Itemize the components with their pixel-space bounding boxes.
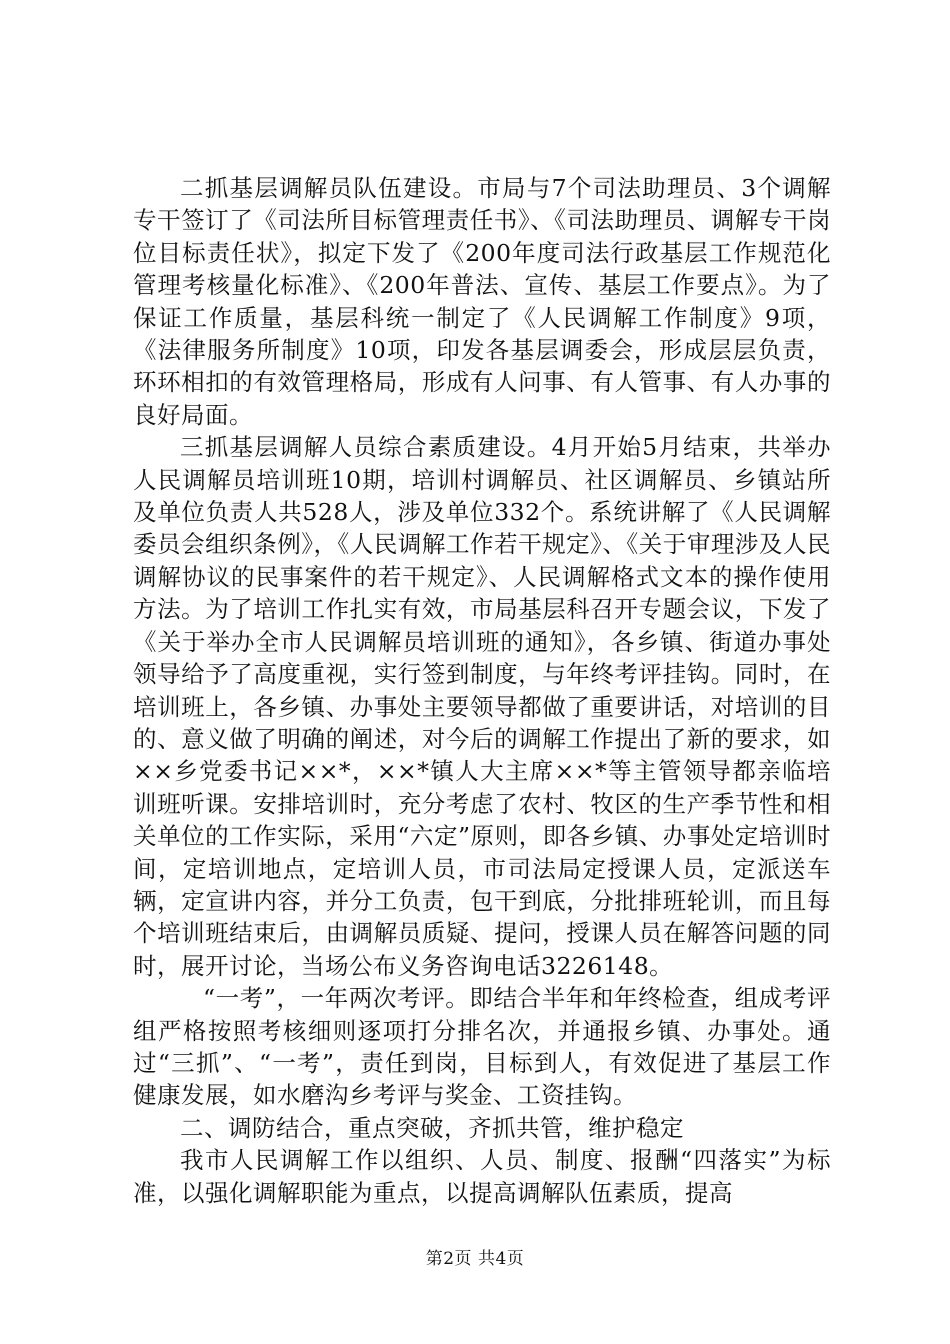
page-number-footer: 第2页 共4页 (425, 1249, 525, 1269)
paragraph-mediator-quality-training: 三抓基层调解人员综合素质建设。4月开始5月结束，共举办人民调解员培训班10期，培训村调解员、社区调解员、乡镇站所及单位负责人共528人，涉及单位332个。系统讲解了《人民调解委员会组织条例》，《人民调解工作若干规定》、《关于审理涉及人民调解协议的民事案件的若干规定》、人民调解格式文本的操作使用方法。为了培训工作扎实有效，市局基层科召开专题会议，下发了《关于举办全市人民调解员培训班的通知》，各乡镇、街道办事处领导给予了高度重视，实行签到制度，与年终考评挂钩。同时，在培训班上，各乡镇、办事处主要领导都做了重要讲话，对培训的目的、意义做了明确的阐述，对今后的调解工作提出了新的要求，如××乡党委书记××*，××*镇人大主席××*等主管领导都亲临培训班听课。安排培训时，充分考虑了农村、牧区的生产季节性和相关单位的工作实际，采用“六定”原则，即各乡镇、办事处定培训时间，定培训地点，定培训人员，市司法局定授课人员，定派送车辆，定宣讲内容，并分工负责，包干到底，分批排班轮训，而且每个培训班结束后，由调解员质疑、提问，授课人员在解答问题的同时，展开讨论，当场公布义务咨询电话3226148。 (133, 433, 831, 980)
section-heading-prevention-mediation: 二、调防结合，重点突破，齐抓共管，维护稳定 (180, 1113, 684, 1142)
paragraph-grassroots-mediator-team: 二抓基层调解员队伍建设。市局与7个司法助理员、3个调解专干签订了《司法所目标管理责任书》、《司法助理员、调解专干岗位目标责任状》，拟定下发了《200年度司法行政基层工作规范化管理考核量化标准》、《200年普法、宣传、基层工作要点》。为了保证工作质量，基层科统一制定了《人民调解工作制度》9项，《法律服务所制度》10项，印发各基层调委会，形成层层负责，环环相扣的有效管理格局，形成有人问事、有人管事、有人办事的良好局面。 (133, 174, 831, 429)
paragraph-four-implementations: 我市人民调解工作以组织、人员、制度、报酬“四落实”为标准，以强化调解职能为重点，以提高调解队伍素质，提高 (133, 1146, 831, 1207)
paragraph-one-assessment: “一考”，一年两次考评。即结合半年和年终检查，组成考评组严格按照考核细则逐项打分排名次，并通报乡镇、办事处。通过“三抓”、“一考”，责任到岗，目标到人，有效促进了基层工作健康发展，如水磨沟乡考评与奖金、工资挂钩。 (133, 984, 831, 1110)
document-body (133, 172, 831, 1209)
